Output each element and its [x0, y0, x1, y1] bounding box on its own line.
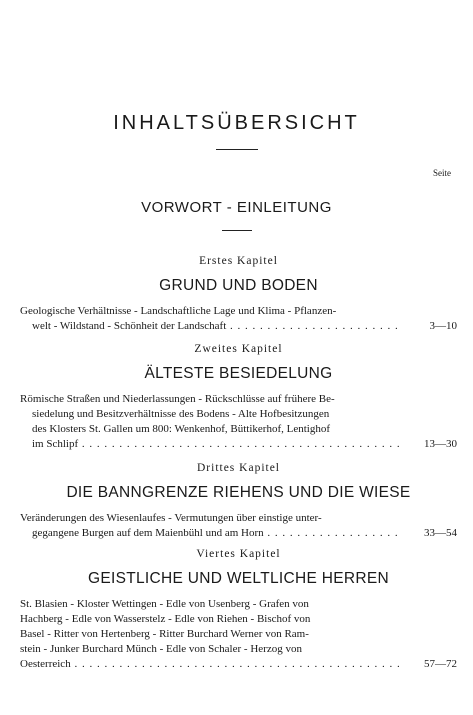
entry-line: St. Blasien - Kloster Wettingen - Edle von Usenberg - Grafen von: [20, 598, 309, 610]
entry-line: des Klosters St. Gallen um 800: Wenkenhof, Büttikerhof, Lentighof: [32, 423, 331, 435]
preface-divider: [222, 230, 252, 231]
entry-line: siedelung und Besitzverhältnisse des Bodens - Alte Hofbesitzungen: [32, 408, 330, 420]
chapter-entry: [20, 511, 457, 541]
chapter-entry: [20, 597, 457, 672]
page-range: 33—54: [424, 527, 457, 539]
chapter-number: Drittes Kapitel: [196, 462, 281, 474]
chapter-number: Erstes Kapitel: [199, 255, 278, 267]
chapter-heading: GEISTLICHE UND WELTLICHE HERREN: [88, 570, 389, 587]
chapter-4: [20, 547, 457, 672]
chapter-entry: [20, 304, 457, 334]
page-range: 57—72: [424, 658, 457, 670]
chapter-entry: [20, 392, 457, 452]
entry-line: Römische Straßen und Niederlassungen - Rückschlüsse auf frühere Be-: [20, 393, 335, 405]
entry-line: im Schlipf . . .: [20, 437, 399, 452]
chapter-number: Zweites Kapitel: [194, 343, 283, 355]
entry-line: Veränderungen des Wiesenlaufes - Vermutungen über einstige unter-: [20, 512, 322, 524]
chapter-heading: DIE BANNGRENZE RIEHENS UND DIE WIESE: [66, 484, 411, 501]
chapter-heading: ÄLTESTE BESIEDELUNG: [144, 365, 333, 382]
page-title: INHALTSÜBERSICHT: [113, 112, 360, 134]
page-range: 3—10: [429, 320, 457, 332]
entry-line: Basel - Ritter von Hertenberg - Ritter Burchard Werner von Ram-: [20, 628, 309, 640]
chapter-3: [20, 461, 457, 541]
page-range: 13—30: [424, 438, 457, 450]
preface-heading: VORWORT - EINLEITUNG: [141, 199, 332, 216]
entry-line: stein - Junker Burchard Münch - Edle von Schaler - Herzog von: [20, 643, 302, 655]
entry-line: gegangene Burgen auf dem Maienbühl und am Horn . . .: [20, 526, 399, 541]
title-divider: [216, 149, 258, 150]
chapter-number: Viertes Kapitel: [196, 548, 281, 560]
entry-line: Oesterreich . . .: [20, 657, 399, 672]
entry-line: Geologische Verhältnisse - Landschaftliche Lage und Klima - Pflanzen-: [20, 305, 337, 317]
chapter-2: [20, 342, 457, 452]
chapter-1: [20, 254, 457, 334]
page-column-label: Seite: [433, 168, 451, 178]
chapter-heading: GRUND UND BODEN: [159, 277, 318, 294]
entry-line: welt - Wildstand - Schönheit der Landschaft . . .: [20, 319, 399, 334]
entry-line: Hachberg - Edle von Wasserstelz - Edle von Riehen - Bischof von: [20, 613, 311, 625]
